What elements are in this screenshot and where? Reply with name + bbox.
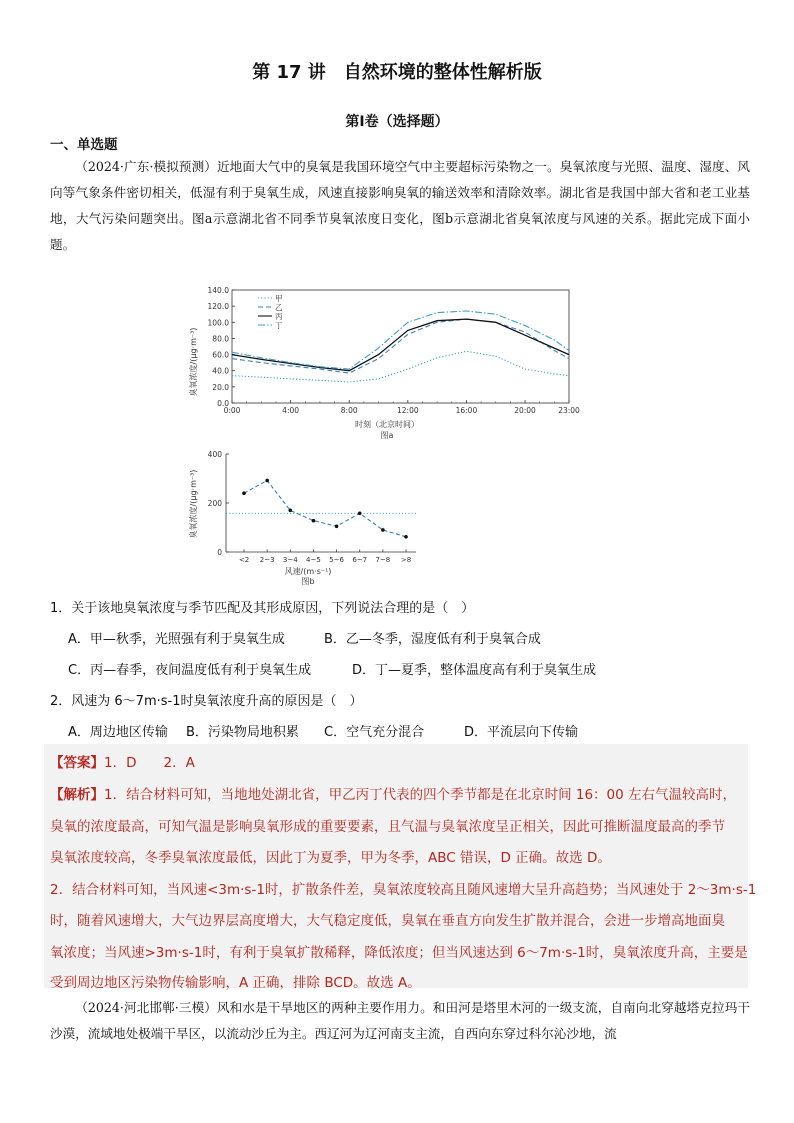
figure-a-frame	[232, 290, 569, 403]
figure-a-ytick-label: 100.0	[207, 318, 229, 328]
analysis-line-3: 臭氧浓度较高，冬季臭氧浓度最低，因此丁为夏季，甲为冬季，ABC 错误，D 正确。故选 D。	[50, 850, 611, 866]
figure-b-point	[404, 535, 408, 539]
figure-a-ylabel: 臭氧浓度/(μg·m⁻³)	[189, 327, 198, 397]
figure-b-chart	[180, 448, 600, 588]
figure-a-xtick-label: 4:00	[282, 406, 300, 415]
figure-a-series-line	[232, 351, 569, 382]
figure-b-ytick-label: 400	[207, 450, 222, 459]
figure-b-point	[288, 509, 292, 513]
figure-a-xtick-label: 12:00	[397, 406, 419, 415]
figure-b-point	[265, 479, 269, 483]
analysis-line-7: 受到周边地区污染物传输影响，A 正确，排除 BCD。故选 A。	[50, 975, 421, 991]
figure-b-xlabel: 风速/(m·s⁻¹)	[284, 567, 332, 576]
figure-a-xtick-label: 16:00	[455, 406, 478, 415]
figure-a-xtick-label: 23:00	[558, 406, 580, 415]
figure-a-caption: 图a	[380, 431, 394, 440]
figure-b-series-line	[244, 481, 406, 537]
passage-ozone: （2024·广东·模拟预测）近地面大气中的臭氧是我国环境空气中主要超标污染物之一。臭氧浓度与光照、温度、湿度、风向等气象条件密切相关，低湿有利于臭氧生成，风速直接影响臭氧的输送效率和清除效率。湖北省是我国中部大省和老工业基地，大气污染问题突出。图a示意湖北省不同季节臭氧浓度日变化，图b示意湖北省臭氧浓度与风速的关系。据此完成下面小题。	[50, 159, 750, 252]
question-2-option-a[interactable]: A．周边地区传输	[68, 725, 168, 740]
figure-b-point	[312, 519, 316, 523]
section-heading: 一、单选题	[50, 137, 118, 153]
question-1-option-a[interactable]: A．甲—秋季，光照强有利于臭氧生成	[68, 632, 285, 647]
figure-a-xtick-label: 20:00	[514, 406, 536, 415]
figure-b-xtick-label: 7~8	[375, 556, 391, 564]
question-2-stem: 2．风速为 6～7m·s-1时臭氧浓度升高的原因是（ ）	[50, 694, 363, 709]
answer-line	[50, 751, 195, 771]
figure-b-xtick-label: 6~7	[352, 556, 368, 564]
figure-a-chart	[180, 278, 600, 443]
volume-heading: 第Ⅰ卷（选择题）	[345, 114, 449, 130]
figure-a-ytick-label: 0.0	[217, 399, 229, 408]
answer-label: 【答案】	[50, 755, 104, 771]
figure-a-legend-label: 乙	[275, 303, 283, 312]
figure-a-ytick-label: 80.0	[212, 334, 229, 344]
figure-b-ytick-label: 0	[217, 548, 222, 557]
analysis-line-6: 氧浓度；当风速>3m·s-1时，有利于臭氧扩散稀释，降低浓度；但当风速达到 6～7m·s-1时，臭氧浓度升高，主要是	[50, 945, 748, 961]
figure-b-ytick-label: 200	[207, 499, 222, 508]
figure-b-xtick-label: 4~5	[306, 556, 321, 564]
analysis-line-4: 2．结合材料可知，当风速<3m·s-1时，扩散条件差，臭氧浓度较高且随风速增大呈升高趋势；当风速处于 2～3m·s-1	[50, 882, 757, 898]
figure-b-point	[242, 491, 246, 495]
question-1-option-d[interactable]: D．丁—夏季，整体温度高有利于臭氧生成	[352, 663, 597, 678]
figure-a-ytick-label: 20.0	[212, 382, 229, 392]
figure-b-xtick-label: 5~6	[329, 556, 344, 564]
question-2-option-d[interactable]: D．平流层向下传输	[464, 725, 579, 740]
figure-a-xtick-label: 8:00	[340, 406, 358, 415]
passage-rivers: （2024·河北邯郸·三模）风和水是干旱地区的两种主要作用力。和田河是塔里木河的一级支流，自南向北穿越塔克拉玛干沙漠，流域地处极端干旱区，以流动沙丘为主。西辽河为辽河南支主流，自西向东穿过科尔沁沙地，流	[50, 1000, 750, 1041]
figure-a-legend-label: 丁	[275, 321, 283, 330]
question-1-stem: 1．关于该地臭氧浓度与季节匹配及其形成原因，下列说法合理的是（ ）	[50, 601, 475, 616]
figure-a-xtick-label: 0:00	[223, 406, 241, 415]
figure-b-point	[358, 511, 362, 515]
analysis-line-2: 臭氧的浓度最高，可知气温是影响臭氧形成的重要要素，且气温与臭氧浓度呈正相关，因此可推断温度最高的季节	[50, 819, 725, 835]
figure-a-ytick-label: 120.0	[207, 302, 229, 312]
figure-b-xtick-label: >8	[400, 556, 412, 564]
analysis-line-1	[50, 783, 736, 803]
answer-text: 1．D 2．A	[104, 755, 195, 771]
analysis-line-5: 时，随着风速增大，大气边界层高度增大，大气稳定度低，臭氧在垂直方向发生扩散并混合，会进一步增高地面臭	[50, 913, 725, 929]
figure-a-ytick-label: 60.0	[212, 350, 229, 360]
analysis-label: 【解析】	[50, 787, 104, 803]
figure-b-xtick-label: <2	[238, 556, 250, 564]
figure-a-series-line	[232, 319, 569, 371]
question-2-option-b[interactable]: B．污染物局地积累	[186, 725, 299, 740]
question-1-option-c[interactable]: C．丙—春季，夜间温度低有利于臭氧生成	[68, 663, 312, 678]
figure-a-series-line	[232, 319, 569, 373]
figure-b-point	[381, 528, 385, 532]
figure-a-ytick-label: 140.0	[207, 286, 229, 295]
figure-b-xtick-label: 3~4	[282, 556, 298, 564]
figure-b-ylabel: 臭氧浓度/(μg·m⁻³)	[189, 469, 198, 539]
figure-b-point	[335, 524, 339, 528]
analysis-text-1: 1．结合材料可知，当地地处湖北省，甲乙丙丁代表的四个季节都是在北京时间 16：00 左右气温较高时，	[104, 787, 737, 803]
figure-a-legend-label: 甲	[275, 294, 283, 303]
figure-b-xtick-label: 2~3	[259, 556, 275, 564]
page-title: 第 17 讲 自然环境的整体性解析版	[252, 62, 542, 83]
question-1-option-b[interactable]: B．乙—冬季，湿度低有利于臭氧合成	[324, 632, 541, 647]
figure-a-xlabel: 时刻（北京时间）	[355, 420, 419, 429]
question-2-option-c[interactable]: C．空气充分混合	[324, 725, 425, 740]
figure-b-caption: 图b	[301, 577, 315, 586]
figure-a-ytick-label: 40.0	[212, 366, 229, 376]
figure-a-legend-label: 丙	[275, 312, 283, 321]
